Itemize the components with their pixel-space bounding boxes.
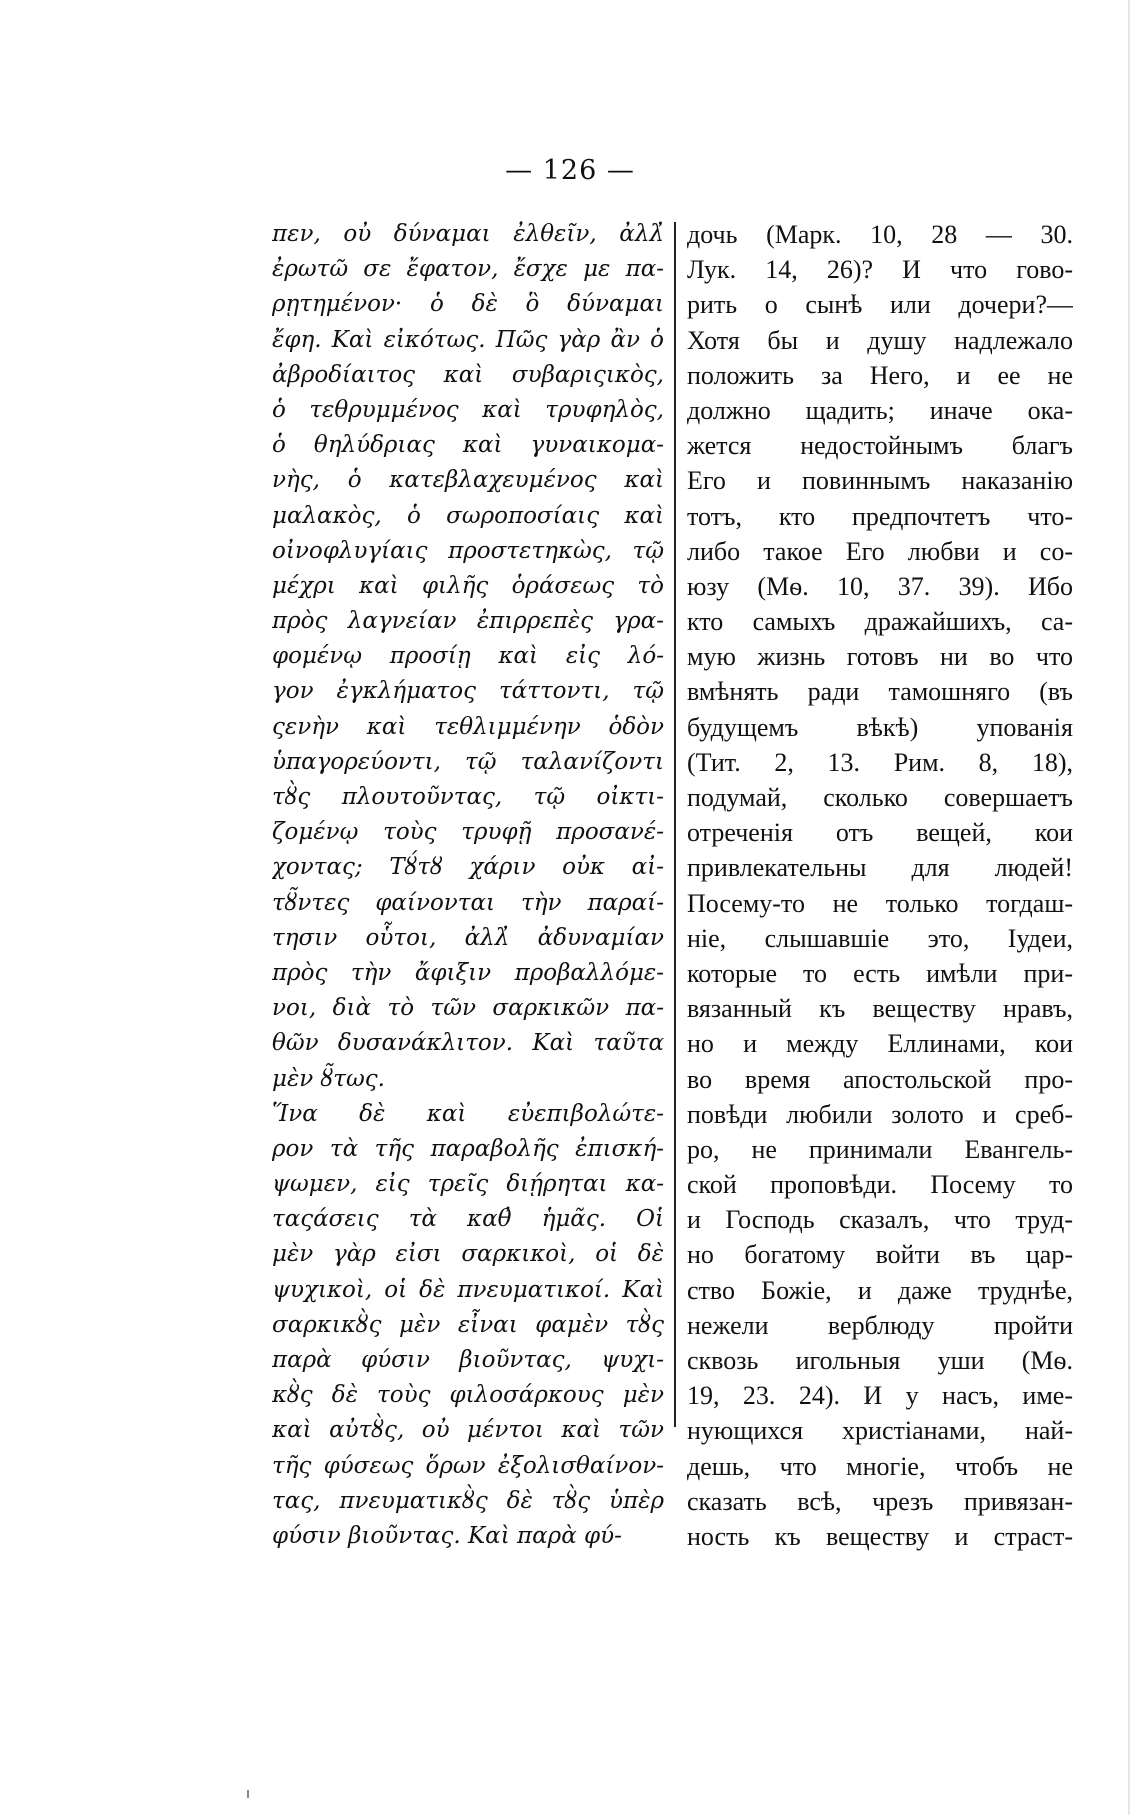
greek-text-line: καὶ αὐτȣ̀ς, οὐ μέντοι καὶ τῶν bbox=[272, 1417, 664, 1444]
russian-text-line: отреченія отъ вещей, кои bbox=[687, 818, 1073, 848]
russian-text-line: сквозь игольныя уши (Мѳ. bbox=[687, 1346, 1073, 1375]
russian-text-line: (Тит. 2, 13. Рим. 8, 18), bbox=[687, 747, 1073, 777]
greek-text-line: ςενὴν καὶ τεθλιμμένην ὁδὸν bbox=[272, 713, 664, 740]
greek-text-line: τȣ̃ντες φαίνονται τὴν παραί- bbox=[272, 889, 664, 916]
russian-text-line: дочь (Марк. 10, 28 — 30. bbox=[687, 220, 1073, 249]
russian-text-line: положить за Него, и ее не bbox=[687, 360, 1073, 390]
russian-text-line: Его и повиннымъ наказанію bbox=[687, 466, 1073, 496]
page-number: — 126 — bbox=[505, 155, 635, 186]
russian-text-line: но богатому войти въ цар- bbox=[687, 1240, 1073, 1270]
russian-text-line: будущемъ вѣкѣ) упованія bbox=[687, 712, 1073, 742]
greek-text-line: ρῃτημένον· ὁ δὲ ὃ δύναμαι bbox=[272, 291, 664, 318]
greek-text-line: χοντας; Τȣ́τȣ χάριν οὐκ αἰ- bbox=[272, 854, 664, 881]
russian-text-line: Посему-то не только тогдаш- bbox=[687, 888, 1073, 918]
russian-text-line: нующихся христіанами, най- bbox=[687, 1416, 1073, 1446]
greek-text-line: ἀβροδίαιτος καὶ συβαριςικὸς, bbox=[272, 361, 664, 388]
greek-text-line: φύσιν βιοῦντας. Καὶ παρὰ φύ- bbox=[272, 1522, 622, 1549]
greek-text-line: μὲν ȣ̃τως. bbox=[272, 1065, 385, 1092]
greek-text-line: ψωμεν, εἰς τρεῖς διῄρηται κα- bbox=[272, 1171, 664, 1198]
greek-text-line: ζομένῳ τοὺς τρυφῇ προσανέ- bbox=[272, 819, 664, 846]
russian-text-line: должно щадить; иначе ока- bbox=[687, 395, 1073, 425]
greek-text-line: ὁ θηλύδριας καὶ γυναικομα- bbox=[272, 432, 664, 459]
russian-text-line: ство Божіе, и даже труднѣе, bbox=[687, 1275, 1073, 1305]
greek-text-line: ὁ τεθρυμμένος καὶ τρυφηλὸς, bbox=[272, 396, 664, 423]
russian-text-line: подумай, сколько совершаетъ bbox=[687, 783, 1073, 812]
greek-text-line: τας, πνευματικȣ̀ς δὲ τȣ̀ς ὑπὲρ bbox=[272, 1487, 664, 1514]
russian-text-line: нежели верблюду пройти bbox=[687, 1310, 1073, 1340]
russian-text-line: тотъ, кто предпочтетъ что- bbox=[687, 501, 1073, 531]
russian-text-line: вязанный къ веществу нравъ, bbox=[687, 994, 1073, 1024]
greek-text-line: μέχρι καὶ φιλῆς ὁράσεως τὸ bbox=[272, 572, 664, 599]
scan-speck bbox=[247, 1790, 249, 1798]
greek-text-line: ρον τὰ τῆς παραβολῆς ἐπισκή- bbox=[272, 1135, 664, 1162]
greek-text-line: τησιν οὗτοι, ἀλλ̓ ἀδυναμίαν bbox=[272, 924, 664, 951]
russian-text-line: ность къ веществу и страст- bbox=[687, 1521, 1073, 1551]
greek-text-line: γον ἐγκλήματος τάττοντι, τῷ bbox=[272, 678, 664, 705]
greek-text-line: πρὸς τὴν ἄφιξιν προβαλλόμε- bbox=[272, 959, 664, 986]
greek-text-line: θῶν δυσανάκλιτον. Καὶ ταῦτα bbox=[272, 1030, 664, 1057]
greek-text-line: παρὰ φύσιν βιοῦντας, ψυχι- bbox=[272, 1347, 664, 1373]
russian-text-line: дешь, что многіе, чтобъ не bbox=[687, 1451, 1073, 1481]
page-edge-rule bbox=[1128, 0, 1130, 1815]
russian-text-line: Хотя бы и душу надлежало bbox=[687, 325, 1073, 355]
greek-text-line: ἔφη. Καὶ εἰκότως. Πῶς γὰρ ἂν ὁ bbox=[272, 326, 664, 353]
greek-text-line: τȣ̀ς πλουτοῦντας, τῷ οἰκτι- bbox=[272, 784, 664, 810]
greek-text-line: ταςάσεις τὰ καθ̓ ἡμᾶς. Οἱ bbox=[272, 1206, 664, 1233]
greek-text-line: πρὸς λαγνείαν ἐπιρρεπὲς γρα- bbox=[272, 608, 664, 635]
russian-text-line: юзу (Мѳ. 10, 37. 39). Ибо bbox=[687, 571, 1073, 601]
greek-text-column bbox=[272, 217, 664, 1554]
greek-text-line: οἰνοφλυγίαις προστετηκὼς, τῷ bbox=[272, 537, 664, 564]
russian-text-line: но и между Еллинами, кои bbox=[687, 1029, 1073, 1059]
greek-text-line: ὑπαγορεύοντι, τῷ ταλανίζοντι bbox=[272, 748, 664, 775]
greek-text-line: νὴς, ὁ κατεβλαχευμένος καὶ bbox=[272, 467, 664, 494]
russian-text-line: сказать всѣ, чрезъ привязан- bbox=[687, 1486, 1073, 1516]
russian-text-line: либо такое Его любви и со- bbox=[687, 536, 1073, 566]
greek-text-line: μαλακὸς, ὁ σωροποσίαις καὶ bbox=[272, 502, 664, 529]
greek-text-line: νοι, διὰ τὸ τῶν σαρκικῶν πα- bbox=[272, 995, 664, 1022]
russian-text-line: которые то есть имѣли при- bbox=[687, 958, 1073, 988]
russian-text-line: ніе, слышавшіе это, Іудеи, bbox=[687, 923, 1073, 953]
russian-text-line: ро, не принимали Евангель- bbox=[687, 1134, 1073, 1164]
russian-text-column bbox=[687, 217, 1073, 1554]
russian-text-line: рить о сынѣ или дочери?— bbox=[687, 290, 1073, 320]
greek-text-line: φομένῳ προσίῃ καὶ εἰς λό- bbox=[272, 643, 664, 670]
russian-text-line: мую жизнь готовъ ни во что bbox=[687, 642, 1073, 672]
russian-text-line: Лук. 14, 26)? И что гово- bbox=[687, 255, 1073, 285]
russian-text-line: кто самыхъ дражайшихъ, са- bbox=[687, 607, 1073, 637]
russian-text-line: 19, 23. 24). И у насъ, име- bbox=[687, 1381, 1073, 1411]
russian-text-line: и Господь сказалъ, что труд- bbox=[687, 1205, 1073, 1235]
greek-text-line: τῆς φύσεως ὅρων ἐξολισθαίνον- bbox=[272, 1452, 664, 1479]
greek-text-line: Ἵνα δὲ καὶ εὐεπιβολώτε- bbox=[272, 1100, 664, 1127]
greek-text-line: πεν, οὐ δύναμαι ἐλθεῖν, ἀλλ̓ bbox=[272, 221, 664, 247]
russian-text-line: жется недостойнымъ благъ bbox=[687, 431, 1073, 461]
column-divider bbox=[674, 222, 676, 1427]
russian-text-line: во время апостольской про- bbox=[687, 1064, 1073, 1094]
russian-text-line: привлекательны для людей! bbox=[687, 853, 1073, 883]
russian-text-line: повѣди любили золото и среб- bbox=[687, 1099, 1073, 1129]
greek-text-line: σαρκικȣ̀ς μὲν εἶναι φαμὲν τȣ̀ς bbox=[272, 1311, 664, 1338]
russian-text-line: ской проповѣди. Посему то bbox=[687, 1170, 1073, 1200]
greek-text-line: ἐρωτῶ σε ἔφατον, ἔσχε με πα- bbox=[272, 256, 664, 283]
greek-text-line: μὲν γὰρ εἰσι σαρκικοὶ, οἱ δὲ bbox=[272, 1241, 664, 1268]
greek-text-line: ψυχικοὶ, οἱ δὲ πνευματικοί. Καὶ bbox=[272, 1276, 664, 1303]
greek-text-line: κȣ̀ς δὲ τοὺς φιλοσάρκους μὲν bbox=[272, 1382, 664, 1409]
russian-text-line: вмѣнять ради тамошняго (въ bbox=[687, 677, 1073, 707]
